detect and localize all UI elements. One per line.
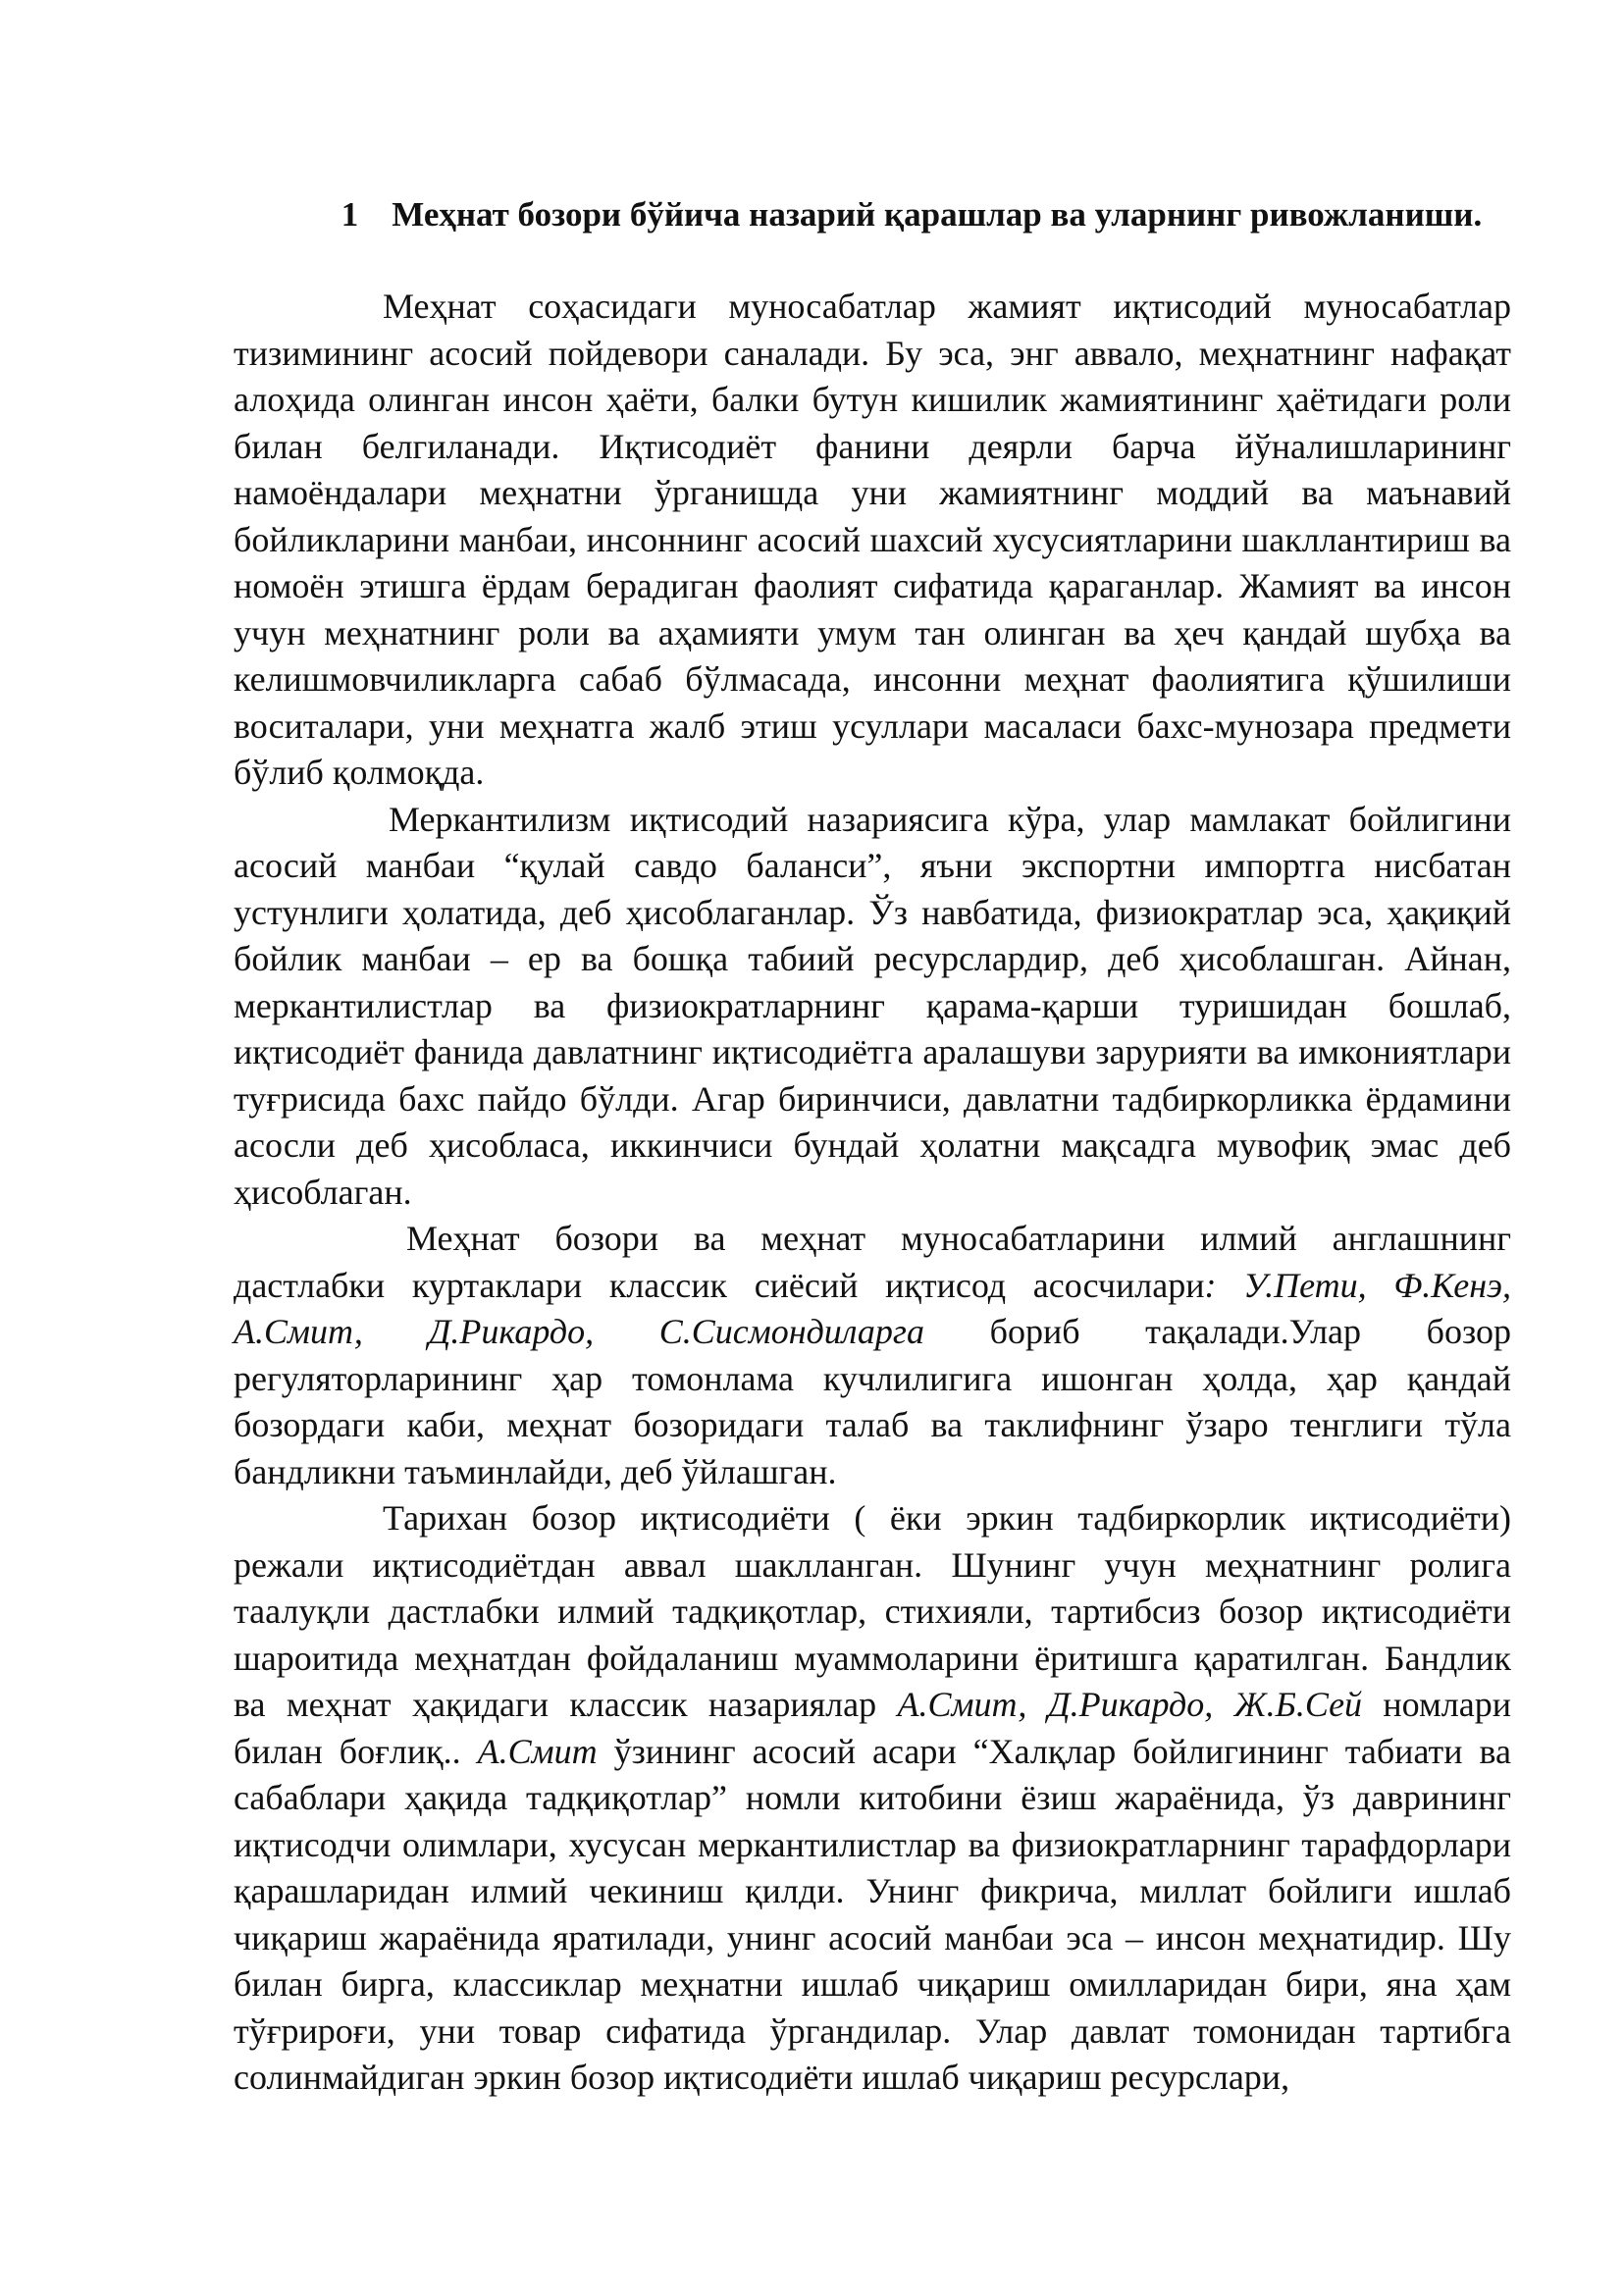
- paragraph-3-text-a: Меҳнат бозори ва меҳнат муносабатларини илмий англашнинг дастлабки куртаклари классик сиёсий иқтисод асосчилари: [234, 1219, 1511, 1305]
- paragraph-4-text-c: ўзининг асосий асари “Халқлар бойлигининг табиати ва сабаблари ҳақида тадқиқотлар” номли китобини ёзиш жараёнида, ўз даврининг иқтисодчи олимлари, хусусан меркантилистлар ва физиократларнинг тарафдорлари қарашларидан илмий чекиниш қилди. Унинг фикрича, миллат бойлиги ишлаб чиқариш жараёнида яратилади, унинг асосий манбаи эса – инсон меҳнатидир. Шу билан бирга, классиклар меҳнатни ишлаб чиқариш омилларидан бири, яна ҳам тўғрироғи, уни товар сифатида ўргандилар. Улар давлат томонидан тартибга солинмайдиган эркин бозор иқтисодиёти ишлаб чиқариш ресурслари,: [234, 1731, 1511, 2097]
- paragraph-2: Меркантилизм иқтисодий назариясига кўра, улар мамлакат бойлигини асосий манбаи “қулай савдо баланси”, яъни экспортни импортга нисбатан устунлиги ҳолатида, деб ҳисоблаганлар. Ўз навбатида, физиократлар эса, ҳақиқий бойлик манбаи – ер ва бошқа табиий ресурслардир, деб ҳисоблашган. Айнан, меркантилистлар ва физиократларнинг қарама-қарши туришидан бошлаб, иқтисодиёт фанида давлатнинг иқтисодиётга аралашуви зарурияти ва имкониятлари туғрисида бахс пайдо бўлди. Агар биринчиси, давлатни тадбиркорликка ёрдамини асосли деб ҳисобласа, иккинчиси бундай ҳолатни мақсадга мувофиқ эмас деб ҳисоблаган.: [234, 799, 1511, 1212]
- section-title: Меҳнат бозори бўйича назарий қарашлар ва уларнинг ривожланиши.: [392, 195, 1483, 234]
- paragraph-3-author-names: : У.Пети, Ф.Кенэ, А.Смит, Д.Рикардо, С.Сисмондиларга: [234, 1265, 1511, 1351]
- paragraph-3-text-b: бориб тақалади.Улар бозор регуляторларининг ҳар томонлама кучлилигига ишонган ҳолда, ҳар қандай бозордаги каби, меҳнат бозоридаги талаб ва таклифнинг ўзаро тенглиги тўла бандликни таъминлайди, деб ўйлашган.: [234, 1312, 1511, 1491]
- paragraph-1: Меҳнат соҳасидаги муносабатлар жамият иқтисодий муносабатлар тизимининг асосий пойдевори саналади. Бу эса, энг аввало, меҳнатнинг нафақат алоҳида олинган инсон ҳаёти, балки бутун кишилик жамиятининг ҳаётидаги роли билан белгиланади. Иқтисодиёт фанини деярли барча йўналишларининг намоёндалари меҳнатни ўрганишда уни жамиятнинг моддий ва маънавий бойликларини манбаи, инсоннинг асосий шахсий хусусиятларини шакллантириш ва номоён этишга ёрдам берадиган фаолият сифатида қараганлар. Жамият ва инсон учун меҳнатнинг роли ва аҳамияти умум тан олинган ва ҳеч қандай шубҳа ва келишмовчиликларга сабаб бўлмасада, инсонни меҳнат фаолиятига қўшилиши воситалари, уни меҳнатга жалб этиш усуллари масаласи бахс-мунозара предмети бўлиб қолмоқда.: [234, 287, 1511, 792]
- paragraph-3: [234, 1216, 1511, 1495]
- document-body: [234, 192, 1511, 2102]
- paragraph-4-author-names: А.Смит, Д.Рикардо, Ж.Б.Сей: [897, 1685, 1363, 1724]
- paragraph-4-text-b: номлари билан боғлиқ..: [234, 1685, 1511, 1771]
- paragraph-4-text-a: Тарихан бозор иқтисодиёти ( ёки эркин тадбиркорлик иқтисодиёти) режали иқтисодиётдан аввал шаклланган. Шунинг учун меҳнатнинг ролига таалуқли дастлабки илмий тадқиқотлар, стихияли, тартибсиз бозор иқтисодиёти шароитида меҳнатдан фойдаланиш муаммоларини ёритишга қаратилган. Бандлик ва меҳнат ҳақидаги классик назариялар: [234, 1498, 1511, 1724]
- paragraph-4-author-smith: А.Смит: [477, 1731, 598, 1771]
- section-number: 1: [341, 195, 359, 234]
- paragraph-4: [234, 1495, 1511, 2102]
- section-heading: [234, 192, 1511, 236]
